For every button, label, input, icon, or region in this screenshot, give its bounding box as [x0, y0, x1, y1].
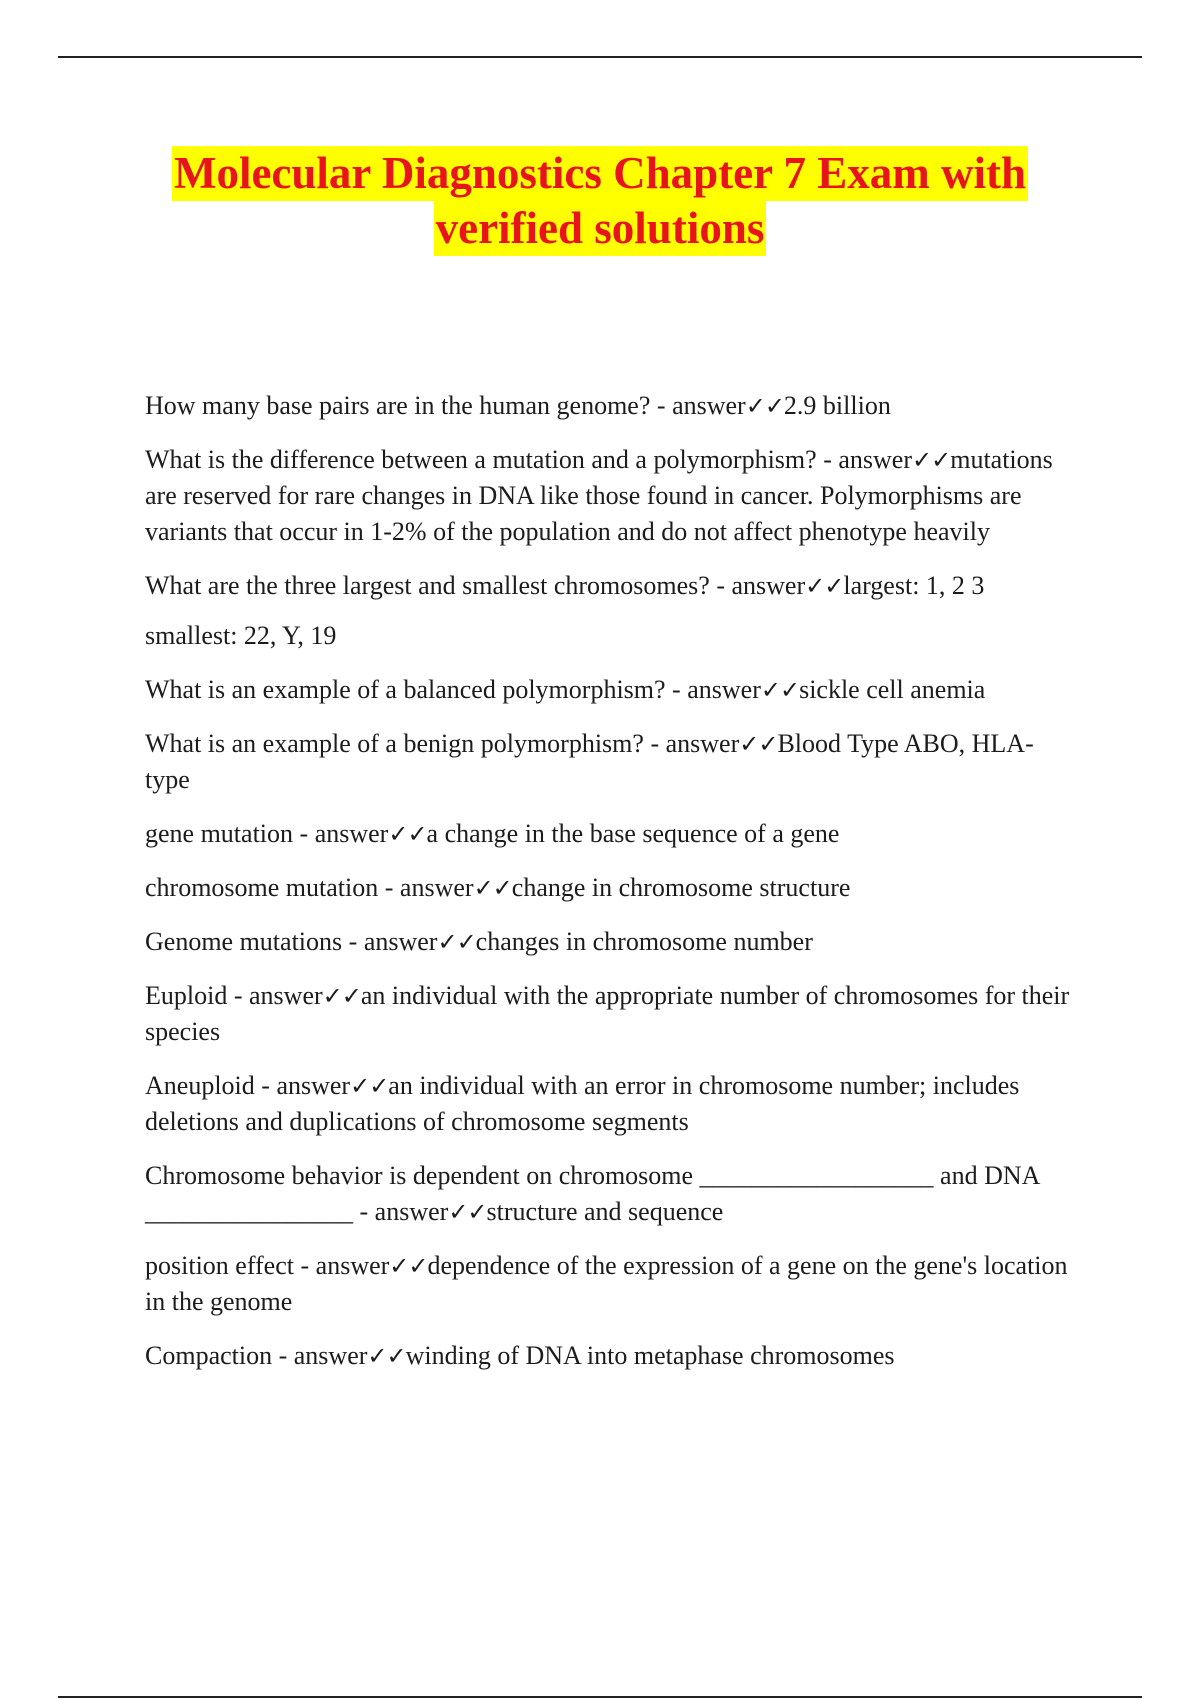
- answer-text-continued: smallest: 22, Y, 19: [145, 621, 337, 650]
- document-title: [0, 146, 1200, 256]
- answer-label: answer: [399, 873, 474, 902]
- double-check-icon: ✓✓: [473, 874, 512, 902]
- double-check-icon: ✓✓: [448, 1198, 487, 1226]
- qa-item: [145, 568, 1075, 654]
- answer-text: dependence of the expression of a gene on the gene's location in the genome: [145, 1251, 1068, 1316]
- separator: -: [665, 675, 688, 704]
- qa-item: [145, 1068, 1075, 1140]
- question-text: How many base pairs are in the human genome?: [145, 391, 651, 420]
- double-check-icon: ✓✓: [760, 676, 800, 704]
- qa-item: [145, 1338, 1075, 1374]
- separator: -: [342, 927, 364, 956]
- question-text: gene mutation: [145, 819, 294, 848]
- double-check-icon: ✓✓: [350, 1072, 389, 1100]
- answer-text: winding of DNA into metaphase chromosomes: [405, 1341, 895, 1370]
- answer-text: an individual with the appropriate number of chromosomes for their species: [145, 981, 1070, 1046]
- separator: -: [227, 981, 250, 1010]
- answer-label: answer: [249, 981, 323, 1010]
- question-text: Aneuploid: [145, 1071, 255, 1100]
- qa-item: [145, 924, 1075, 960]
- question-text: What are the three largest and smallest chromosomes?: [145, 571, 710, 600]
- separator: -: [254, 1071, 277, 1100]
- answer-text: sickle cell anemia: [799, 675, 986, 704]
- question-text: Euploid: [145, 981, 228, 1010]
- answer-text: a change in the base sequence of a gene: [426, 819, 840, 848]
- separator: -: [353, 1197, 375, 1226]
- double-check-icon: ✓✓: [367, 1342, 406, 1370]
- question-text: Genome mutations: [145, 927, 343, 956]
- double-check-icon: ✓✓: [437, 928, 476, 956]
- separator: -: [272, 1341, 294, 1370]
- answer-label: answer: [315, 1251, 390, 1280]
- separator: -: [643, 729, 666, 758]
- double-check-icon: ✓✓: [912, 446, 951, 474]
- answer-label: answer: [838, 445, 912, 474]
- answer-text: largest: 1, 2 3: [843, 571, 985, 600]
- double-check-icon: ✓✓: [805, 572, 844, 600]
- double-check-icon: ✓✓: [388, 820, 427, 848]
- qa-item: [145, 978, 1075, 1050]
- double-check-icon: ✓✓: [322, 982, 361, 1010]
- double-check-icon: ✓✓: [389, 1252, 428, 1280]
- qa-item: [145, 442, 1075, 550]
- qa-item: [145, 816, 1075, 852]
- question-text: Compaction: [145, 1341, 273, 1370]
- answer-label: answer: [363, 927, 438, 956]
- question-text: chromosome mutation: [145, 873, 379, 902]
- title-line-2: verified solutions: [434, 201, 767, 256]
- answer-text: an individual with an error in chromosome number; includes deletions and duplications of chromosome segments: [145, 1071, 1020, 1136]
- double-check-icon: ✓✓: [745, 392, 784, 420]
- question-text: Chromosome behavior is dependent on chromosome __________________ and DNA ________________: [145, 1161, 1039, 1226]
- qa-item: [145, 672, 1075, 708]
- answer-label: answer: [374, 1197, 449, 1226]
- top-rule: [58, 56, 1142, 58]
- question-text: What is the difference between a mutation and a polymorphism?: [145, 445, 817, 474]
- answer-text: mutations are reserved for rare changes in DNA like those found in cancer. Polymorphisms are variants that occur in 1-2% of the population and do not affect phenotype heavily: [145, 445, 1053, 546]
- answer-text: 2.9 billion: [783, 391, 891, 420]
- answer-label: answer: [665, 729, 740, 758]
- qa-item: [145, 870, 1075, 906]
- qa-list: [145, 388, 1075, 1392]
- qa-item: [145, 1248, 1075, 1320]
- answer-label: answer: [731, 571, 806, 600]
- answer-text: Blood Type ABO, HLA-type: [145, 729, 1034, 794]
- answer-text: changes in chromosome number: [475, 927, 813, 956]
- double-check-icon: ✓✓: [739, 730, 778, 758]
- answer-label: answer: [276, 1071, 351, 1100]
- qa-item: [145, 388, 1075, 424]
- title-line-1: Molecular Diagnostics Chapter 7 Exam with: [172, 146, 1028, 201]
- answer-label: answer: [293, 1341, 368, 1370]
- separator: -: [709, 571, 732, 600]
- question-text: What is an example of a balanced polymorphism?: [145, 675, 666, 704]
- answer-text: change in chromosome structure: [511, 873, 851, 902]
- question-text: position effect: [145, 1251, 294, 1280]
- separator: -: [816, 445, 839, 474]
- separator: -: [378, 873, 400, 902]
- bottom-rule: [58, 1696, 1142, 1698]
- answer-text: structure and sequence: [486, 1197, 724, 1226]
- separator: -: [293, 1251, 316, 1280]
- qa-item: [145, 1158, 1075, 1230]
- answer-label: answer: [314, 819, 389, 848]
- answer-label: answer: [672, 391, 746, 420]
- separator: -: [650, 391, 673, 420]
- separator: -: [293, 819, 315, 848]
- qa-item: [145, 726, 1075, 798]
- answer-label: answer: [687, 675, 761, 704]
- question-text: What is an example of a benign polymorphism?: [145, 729, 644, 758]
